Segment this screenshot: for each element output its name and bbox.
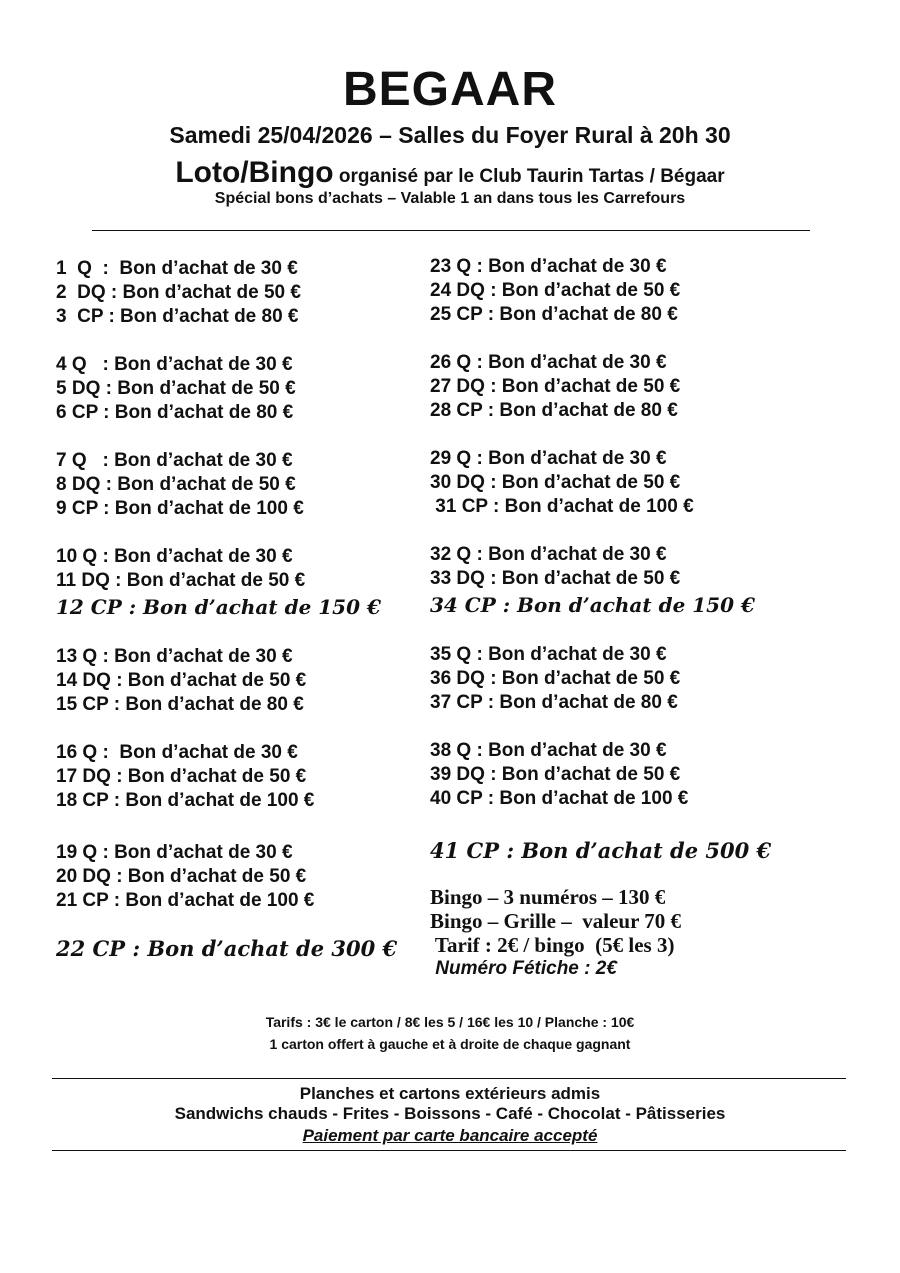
footer-top-divider	[52, 1078, 846, 1079]
prize-item: 30 DQ : Bon d’achat de 50 €	[430, 472, 681, 493]
bingo-item: Bingo – 3 numéros – 130 €	[430, 885, 666, 909]
food-drinks-note: Sandwichs chauds - Frites - Boissons - Café - Chocolat - Pâtisseries	[174, 1104, 726, 1123]
prize-item: 25 CP : Bon d’achat de 80 €	[430, 304, 678, 325]
prize-item: 31 CP : Bon d’achat de 100 €	[430, 496, 694, 517]
carton-offert-line: 1 carton offert à gauche et à droite de chaque gagnant	[269, 1036, 631, 1052]
prize-item: 3 CP : Bon d’achat de 80 €	[56, 306, 299, 327]
event-date-location: Samedi 25/04/2026 – Salles du Foyer Rural à 20h 30	[169, 122, 731, 148]
payment-note: Paiement par carte bancaire accepté	[302, 1126, 598, 1145]
prize-item: 36 DQ : Bon d’achat de 50 €	[430, 668, 681, 689]
prize-item: 10 Q : Bon d’achat de 30 €	[56, 546, 293, 567]
planches-note: Planches et cartons extérieurs admis	[299, 1084, 601, 1103]
prize-item: 39 DQ : Bon d’achat de 50 €	[430, 764, 681, 785]
special-vouchers-note: Spécial bons d’achats – Valable 1 an dans tous les Carrefours	[214, 190, 686, 207]
bingo-item: Bingo – Grille – valeur 70 €	[430, 909, 682, 933]
prize-item: 17 DQ : Bon d’achat de 50 €	[56, 766, 307, 787]
left-prize-list	[56, 257, 397, 963]
numero-fetiche: Numéro Fétiche : 2€	[430, 958, 617, 979]
prize-item: 29 Q : Bon d’achat de 30 €	[430, 448, 667, 469]
prize-item: 38 Q : Bon d’achat de 30 €	[430, 740, 667, 761]
event-title: BEGAAR	[342, 63, 557, 116]
prize-item: 8 DQ : Bon d’achat de 50 €	[56, 474, 296, 495]
prize-item: 7 Q : Bon d’achat de 30 €	[56, 450, 293, 471]
prize-item: 13 Q : Bon d’achat de 30 €	[56, 646, 293, 667]
prize-item: 15 CP : Bon d’achat de 80 €	[56, 694, 304, 715]
prize-item: 37 CP : Bon d’achat de 80 €	[430, 692, 678, 713]
prize-item: 24 DQ : Bon d’achat de 50 €	[430, 280, 681, 301]
prize-item: 9 CP : Bon d’achat de 100 €	[56, 498, 304, 519]
prize-item: 6 CP : Bon d’achat de 80 €	[56, 402, 294, 423]
prize-item: 2 DQ : Bon d’achat de 50 €	[56, 282, 301, 303]
prize-item: 21 CP : Bon d’achat de 100 €	[56, 890, 315, 911]
prize-item: 1 Q : Bon d’achat de 30 €	[56, 258, 298, 279]
bingo-item: Tarif : 2€ / bingo (5€ les 3)	[430, 933, 675, 957]
prize-item: 26 Q : Bon d’achat de 30 €	[430, 352, 667, 373]
prize-item: 27 DQ : Bon d’achat de 50 €	[430, 376, 681, 397]
special-prize-item: 34 CP : Bon d’achat de 150 €	[430, 593, 755, 617]
prize-item: 40 CP : Bon d’achat de 100 €	[430, 788, 689, 809]
prize-item: 18 CP : Bon d’achat de 100 €	[56, 790, 315, 811]
organizer-text: organisé par le Club Taurin Tartas / Bégaar	[333, 166, 725, 187]
special-prize-item: 41 CP : Bon d’achat de 500 €	[430, 838, 772, 863]
prize-item: 16 Q : Bon d’achat de 30 €	[56, 742, 298, 763]
header-divider	[92, 230, 810, 231]
loto-organizer-line	[0, 156, 900, 190]
right-prize-list	[430, 255, 771, 981]
prize-item: 19 Q : Bon d’achat de 30 €	[56, 842, 293, 863]
prize-item: 20 DQ : Bon d’achat de 50 €	[56, 866, 307, 887]
prize-item: 5 DQ : Bon d’achat de 50 €	[56, 378, 296, 399]
prize-item: 32 Q : Bon d’achat de 30 €	[430, 544, 667, 565]
prize-item: 23 Q : Bon d’achat de 30 €	[430, 256, 667, 277]
prize-item: 28 CP : Bon d’achat de 80 €	[430, 400, 678, 421]
prize-item: 14 DQ : Bon d’achat de 50 €	[56, 670, 307, 691]
prize-item: 33 DQ : Bon d’achat de 50 €	[430, 568, 681, 589]
footer-bottom-divider	[52, 1150, 846, 1151]
prize-item: 11 DQ : Bon d’achat de 50 €	[56, 570, 306, 591]
special-prize-item: 12 CP : Bon d’achat de 150 €	[56, 595, 381, 619]
prize-item: 4 Q : Bon d’achat de 30 €	[56, 354, 293, 375]
prize-item: 35 Q : Bon d’achat de 30 €	[430, 644, 667, 665]
special-prize-item: 22 CP : Bon d’achat de 300 €	[56, 936, 398, 961]
loto-bingo-label: Loto/Bingo	[175, 156, 334, 189]
tarifs-line: Tarifs : 3€ le carton / 8€ les 5 / 16€ les 10 / Planche : 10€	[265, 1014, 635, 1030]
